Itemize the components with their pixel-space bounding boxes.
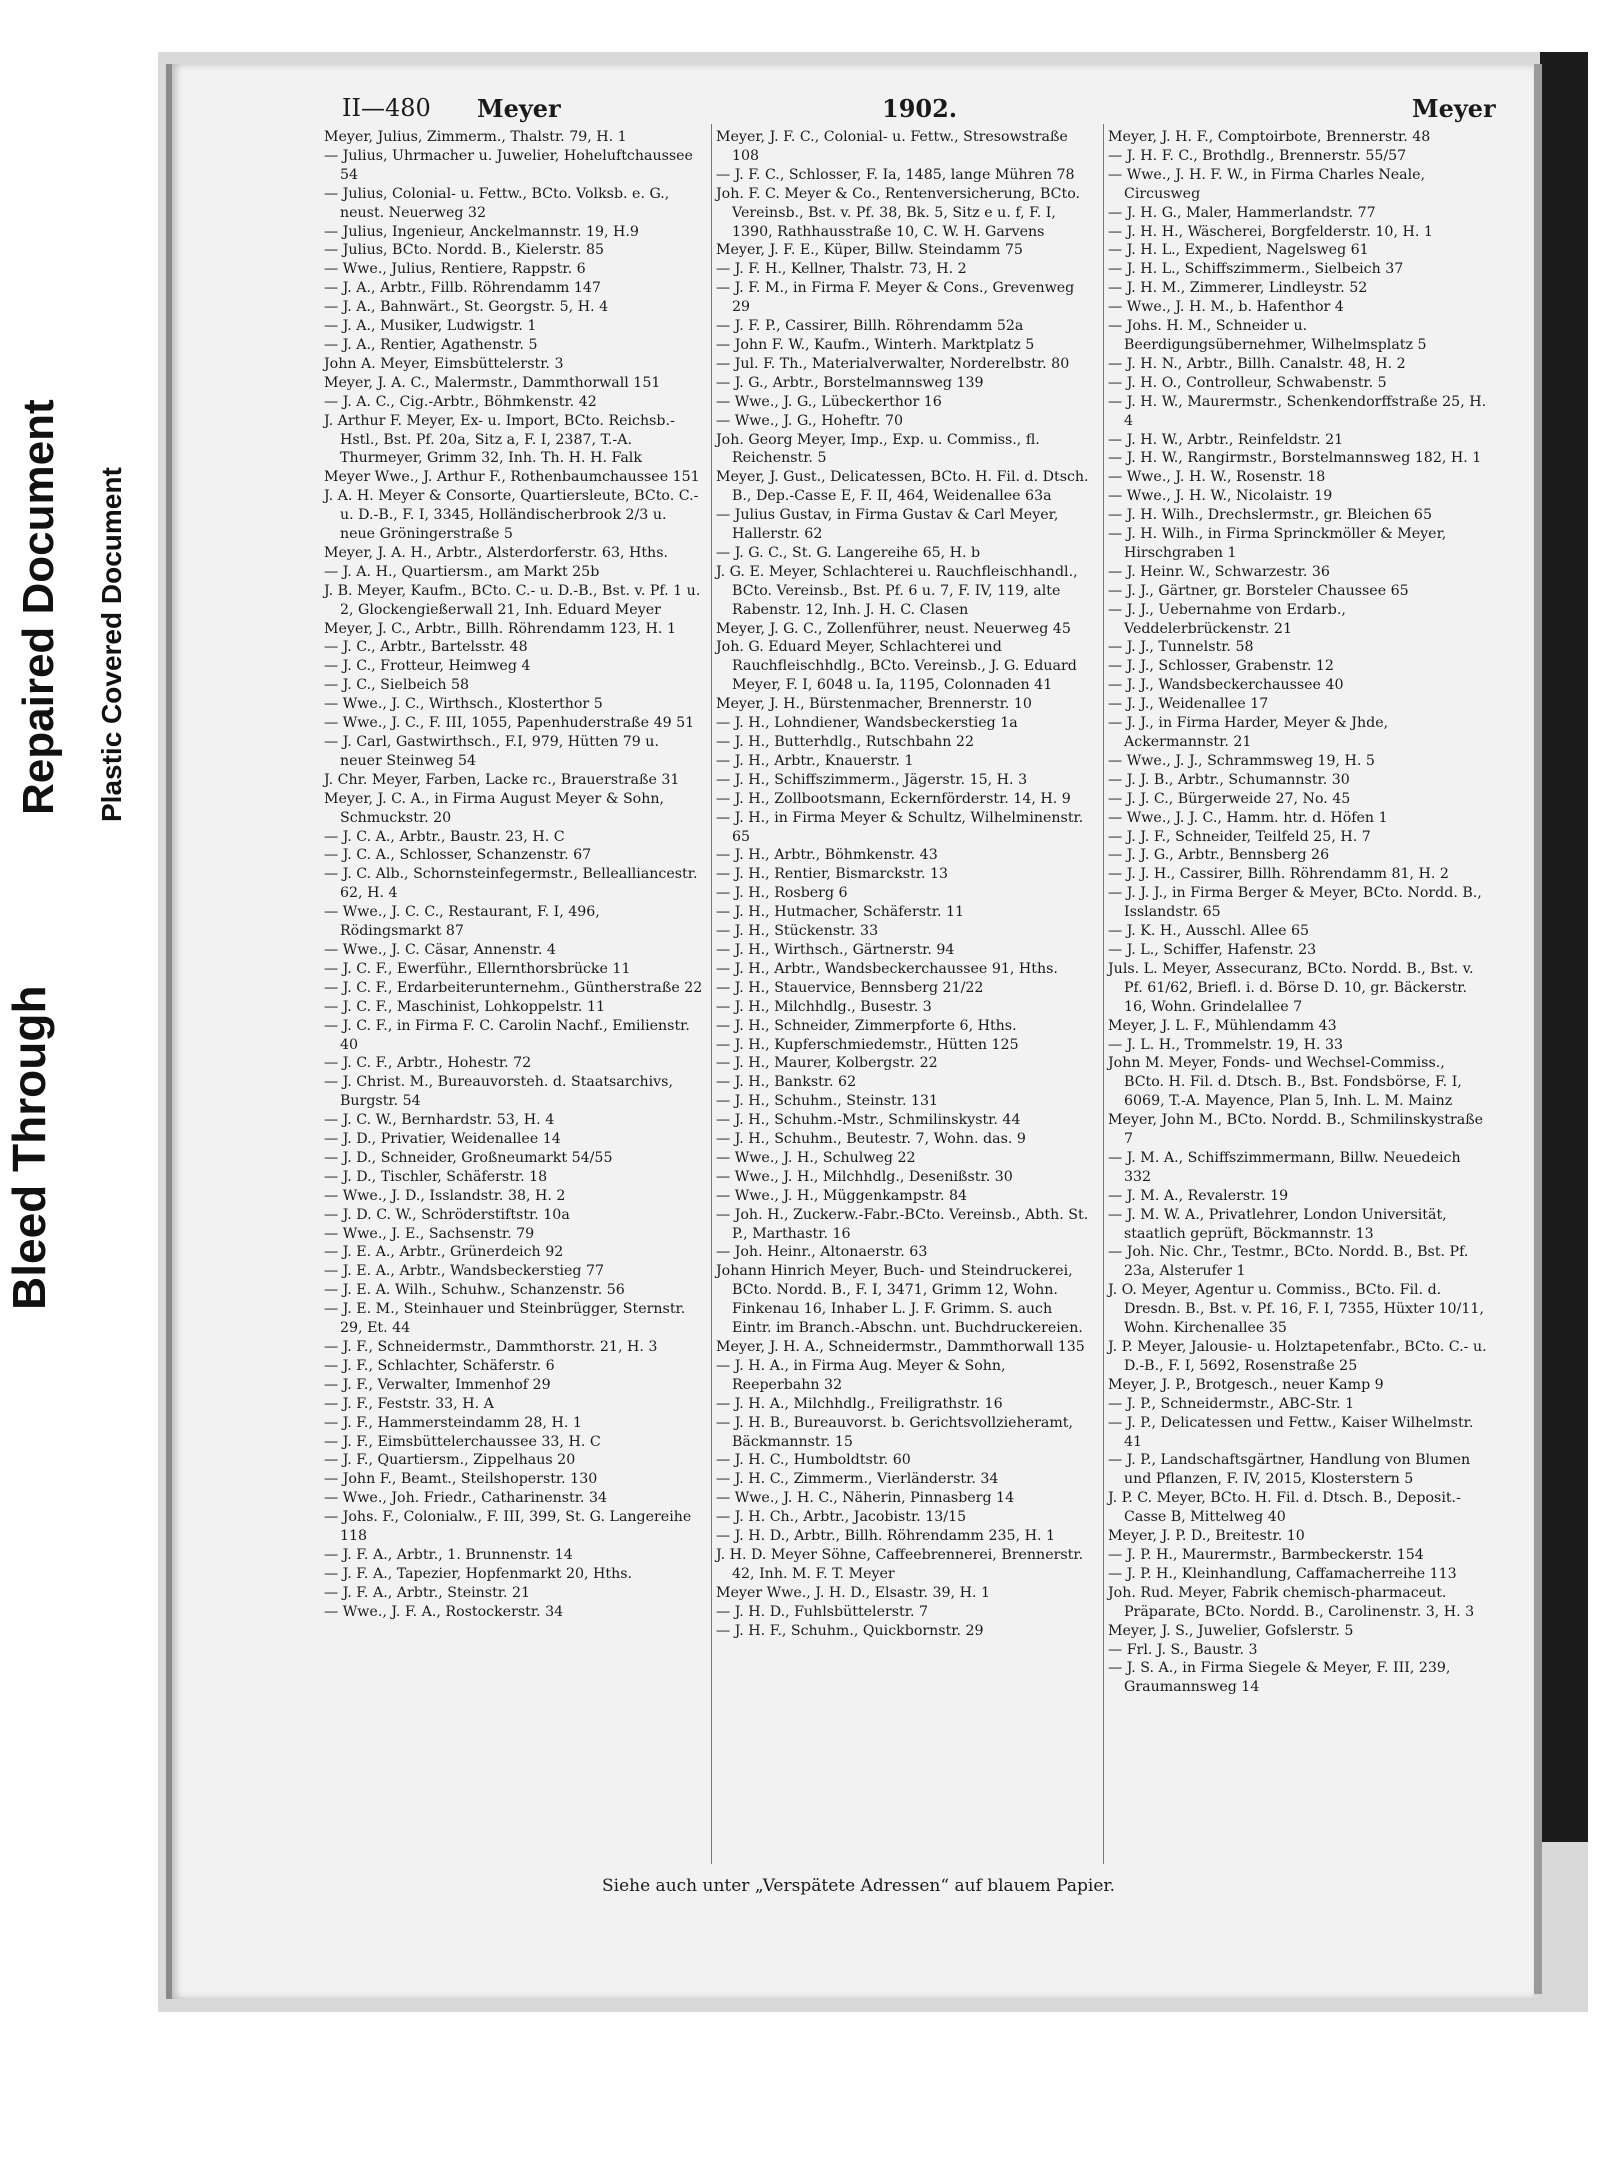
directory-entry: — J. D., Tischler, Schäferstr. 18 [324,1168,548,1185]
bleed-through-stamp: Bleed Through [3,985,55,1310]
directory-page [166,64,1534,1999]
directory-entry: — J. C., Frotteur, Heimweg 4 [324,658,531,675]
column-rule [1103,124,1104,1864]
directory-entry: — J. J. F., Schneider, Teilfeld 25, H. 7 [1108,828,1371,845]
directory-entry: Meyer, John M., BCto. Nordd. B., Schmilinskystraße 7 [1108,1112,1484,1148]
directory-entry: J. P. C. Meyer, BCto. H. Fil. d. Dtsch. B., Deposit.-Casse B, Mittelweg 40 [1108,1490,1461,1526]
directory-entry: — J. H. W., Maurermstr., Schenkendorffstraße 25, H. 4 [1108,393,1487,429]
directory-entry: — Wwe., J. H. F. W., in Firma Charles Neale, Circusweg [1108,166,1426,202]
directory-entry: — Wwe., J. H., Schulweg 22 [716,1149,916,1166]
directory-entry: — J. A., Arbtr., Fillb. Röhrendamm 147 [324,280,601,297]
directory-entry: — J. C., Arbtr., Bartelsstr. 48 [324,639,528,656]
directory-entry: — J. P. H., Maurermstr., Barmbeckerstr. 154 [1108,1546,1424,1563]
directory-entry: — J. H., Stückenstr. 33 [716,923,879,940]
repaired-document-stamp: Repaired Document [14,399,63,815]
directory-entry: — J. F., Schneidermstr., Dammthorstr. 21, H. 3 [324,1339,658,1355]
directory-entry: Meyer Wwe., J. Arthur F., Rothenbaumchaussee 151 [324,469,700,486]
directory-entry: — J. J., Tunnelstr. 58 [1108,639,1254,656]
directory-entry: — J. H. L., Schiffszimmerm., Sielbeich 37 [1108,261,1404,278]
directory-entry: — J. H. C., Zimmerm., Vierländerstr. 34 [716,1471,999,1488]
footer-note: Siehe auch unter „Verspätete Adressen“ auf blauem Papier. [602,1876,1116,1896]
directory-entry: — J. H., Schneider, Zimmerpforte 6, Hths. [716,1017,1017,1034]
directory-entry: — J. H. H., Wäscherei, Borgfelderstr. 10, H. 1 [1108,223,1433,240]
directory-entry: — J. P., Delicatessen und Fettw., Kaiser Wilhelmstr. 41 [1108,1414,1474,1450]
directory-entry: Meyer, Julius, Zimmerm., Thalstr. 79, H. 1 [324,129,627,145]
directory-entry: Meyer, J. A. C., Malermstr., Dammthorwall 151 [324,374,661,391]
directory-entry: — J. M. A., Schiffszimmermann, Billw. Neuedeich 332 [1108,1149,1461,1185]
directory-entry: — Julius Gustav, in Firma Gustav & Carl Meyer, Hallerstr. 62 [716,507,1059,543]
directory-entry: J. A. H. Meyer & Consorte, Quartiersleute, BCto. C.- u. D.-B., F. I, 3345, Holländischerbrook 2/3 u. neue Gröningerstraße 5 [324,488,699,543]
directory-column-3 [1108,128,1488,1697]
directory-entry: — J. H., Zollbootsmann, Eckernförderstr. 14, H. 9 [716,790,1071,807]
directory-entry: — J. H., in Firma Meyer & Schultz, Wilhelminenstr. 65 [716,809,1084,845]
directory-entry: — J. D., Privatier, Weidenallee 14 [324,1131,561,1148]
directory-entry: — Joh. Heinr., Altonaerstr. 63 [716,1244,928,1261]
directory-entry: — J. F. A., Arbtr., 1. Brunnenstr. 14 [324,1546,573,1563]
directory-entry: Meyer, J. Gust., Delicatessen, BCto. H. Fil. d. Dtsch. B., Dep.-Casse E, F. II, 464, Weidenallee 63a [716,469,1089,505]
directory-entry: — J. H. A., in Firma Aug. Meyer & Sohn, Reeperbahn 32 [716,1357,1006,1393]
directory-entry: — Wwe., J. E., Sachsenstr. 79 [324,1225,535,1242]
directory-entry: — J. P., Landschaftsgärtner, Handlung von Blumen und Pflanzen, F. IV, 2015, Klosterstern 5 [1108,1452,1471,1488]
directory-entry: — J. F., Hammersteindamm 28, H. 1 [324,1414,582,1431]
directory-entry: — J. H., Rosberg 6 [716,885,848,902]
directory-entry: — J. L. H., Trommelstr. 19, H. 33 [1108,1036,1344,1053]
directory-entry: — J. H., Kupferschmiedemstr., Hütten 125 [716,1036,1019,1053]
directory-entry: — J. F. A., Tapezier, Hopfenmarkt 20, Hths. [324,1565,633,1582]
directory-entry: — Wwe., J. J., Schrammsweg 19, H. 5 [1108,752,1375,769]
directory-entry: — J. J., in Firma Harder, Meyer & Jhde, Ackermannstr. 21 [1108,715,1389,750]
directory-entry: J. P. Meyer, Jalousie- u. Holztapetenfabr., BCto. C.- u. D.-B., F. I, 5692, Rosenstraße 25 [1108,1339,1487,1374]
directory-entry: — J. C. F., Ewerführ., Ellernthorsbrücke 11 [324,960,631,977]
directory-entry: — J. S. A., in Firma Siegele & Meyer, F. III, 239, Graumannsweg 14 [1108,1660,1451,1696]
directory-entry: — J. J., Schlosser, Grabenstr. 12 [1108,658,1334,675]
directory-entry: — J. C. W., Bernhardstr. 53, H. 4 [324,1112,555,1129]
header-year: 1902. [882,94,958,123]
directory-entry: Joh. Rud. Meyer, Fabrik chemisch-pharmaceut. Präparate, BCto. Nordd. B., Carolinenstr. 3, H. 3 [1108,1584,1475,1620]
directory-entry: — J. J., Weidenallee 17 [1108,696,1269,713]
directory-entry: — Wwe., J. G., Lübeckerthor 16 [716,393,942,410]
directory-entry: — Frl. J. S., Baustr. 3 [1108,1641,1258,1658]
directory-entry: — J. H. Wilh., in Firma Sprinckmöller & Meyer, Hirschgraben 1 [1108,526,1447,561]
directory-entry: — J. J. G., Arbtr., Bennsberg 26 [1108,847,1330,864]
directory-entry: — Wwe., J. H., Müggenkampstr. 84 [716,1187,968,1204]
directory-entry: — J. L., Schiffer, Hafenstr. 23 [1108,941,1317,958]
directory-entry: — J. H. G., Maler, Hammerlandstr. 77 [1108,204,1376,221]
directory-entry: — J. H., Rentier, Bismarckstr. 13 [716,866,949,883]
directory-entry: Meyer, J. L. F., Mühlendamm 43 [1108,1017,1337,1034]
directory-entry: — J. C., Sielbeich 58 [324,677,470,694]
directory-entry: — J. H., Schiffszimmerm., Jägerstr. 15, H. 3 [716,771,1028,788]
directory-entry: — J. G., Arbtr., Borstelmannsweg 139 [716,374,984,391]
directory-entry: — J. A. C., Cig.-Arbtr., Böhmkenstr. 42 [324,393,597,410]
directory-entry: J. H. D. Meyer Söhne, Caffeebrennerei, Brennerstr. 42, Inh. M. F. T. Meyer [716,1546,1084,1582]
directory-entry: — Wwe., Julius, Rentiere, Rappstr. 6 [324,261,586,278]
directory-entry: — J. F. C., Schlosser, F. Ia, 1485, lange Mühren 78 [716,166,1075,183]
directory-entry: J. G. E. Meyer, Schlachterei u. Rauchfleischhandl., BCto. Vereinsb., Bst. Pf. 6 u. 7, F. IV, 119, alte Rabenstr. 12, Inh. J. H. C. Clasen [716,563,1078,618]
directory-entry: — J. C. F., Arbtr., Hohestr. 72 [324,1055,532,1072]
directory-entry: — J. A., Bahnwärt., St. Georgstr. 5, H. 4 [324,299,609,316]
directory-entry: — J. F., Quartiersm., Zippelhaus 20 [324,1452,576,1469]
directory-entry: — Wwe., J. C. C., Restaurant, F. I, 496, Rödingsmarkt 87 [324,904,600,940]
directory-entry: — J. A., Rentier, Agathenstr. 5 [324,336,538,353]
directory-entry: — Wwe., J. H. W., Rosenstr. 18 [1108,469,1326,486]
directory-entry: Meyer, J. H., Bürstenmacher, Brennerstr. 10 [716,696,1032,713]
directory-entry: John M. Meyer, Fonds- und Wechsel-Commiss., BCto. H. Fil. d. Dtsch. B., Bst. Fondsbörse, F. I, 6069, T.-A. Mayence, Plan 5, Inh. L. M. Mainz [1108,1055,1462,1110]
directory-entry: Juls. L. Meyer, Assecuranz, BCto. Nordd. B., Bst. v. Pf. 61/62, Briefl. i. d. Börse D. 10, gr. Bäckerstr. 16, Wohn. Grindelallee 7 [1108,960,1474,1015]
directory-entry: — J. H., Hutmacher, Schäferstr. 11 [716,904,965,921]
directory-entry: — John F. W., Kaufm., Winterh. Marktplatz 5 [716,336,1035,353]
directory-entry: — J. E. A., Arbtr., Grünerdeich 92 [324,1244,564,1261]
directory-entry: — J. H., Schuhm., Steinstr. 131 [716,1093,939,1110]
directory-entry: — Wwe., J. C. Cäsar, Annenstr. 4 [324,941,556,958]
directory-entry: — J. H., Wirthsch., Gärtnerstr. 94 [716,941,955,958]
directory-entry: — J. H. F. C., Brothdlg., Brennerstr. 55/57 [1108,147,1407,164]
directory-entry: — J. H., Schuhm., Beutestr. 7, Wohn. das. 9 [716,1131,1026,1148]
directory-entry: — J. H. O., Controlleur, Schwabenstr. 5 [1108,374,1387,391]
directory-entry: — J. G. C., St. G. Langereihe 65, H. b [716,544,981,561]
directory-entry: — J. E. M., Steinhauer und Steinbrügger, Sternstr. 29, Et. 44 [324,1301,686,1337]
directory-entry: Meyer, J. C., Arbtr., Billh. Röhrendamm 123, H. 1 [324,620,676,637]
directory-entry: — Wwe., J. D., Isslandstr. 38, H. 2 [324,1187,566,1204]
header-right-name: Meyer [1412,94,1496,123]
directory-entry: John A. Meyer, Eimsbüttelerstr. 3 [324,355,564,372]
directory-entry: — J. H., Butterhdlg., Rutschbahn 22 [716,734,974,750]
directory-entry: — J. J., Gärtner, gr. Borsteler Chaussee 65 [1108,582,1409,599]
directory-entry: Meyer, J. H. F., Comptoirbote, Brennerstr. 48 [1108,129,1431,145]
directory-entry: — J. H. M., Zimmerer, Lindleystr. 52 [1108,280,1368,297]
directory-entry: — J. A., Musiker, Ludwigstr. 1 [324,318,537,335]
directory-entry: — J. H. W., Arbtr., Reinfeldstr. 21 [1108,431,1344,448]
directory-entry: — Johs. F., Colonialw., F. III, 399, St. G. Langereihe 118 [324,1509,692,1545]
directory-entry: — Jul. F. Th., Materialverwalter, Norderelbstr. 80 [716,355,1070,372]
directory-entry: — Wwe., J. H., Milchhdlg., Desenißstr. 30 [716,1168,1013,1185]
directory-entry: — J. H., Arbtr., Böhmkenstr. 43 [716,847,938,864]
directory-entry: — Johs. H. M., Schneider u. Beerdigungsübernehmer, Wilhelmsplatz 5 [1108,318,1427,353]
directory-entry: — J. P. H., Kleinhandlung, Caffamacherreihe 113 [1108,1565,1457,1582]
directory-entry: — J. M. A., Revalerstr. 19 [1108,1187,1289,1204]
directory-entry: — J. H., Maurer, Kolbergstr. 22 [716,1055,938,1072]
directory-entry: — J. P., Schneidermstr., ABC-Str. 1 [1108,1395,1355,1412]
directory-entry: J. B. Meyer, Kaufm., BCto. C.- u. D.-B., Bst. v. Pf. 1 u. 2, Glockengießerwall 21, Inh. Eduard Meyer [324,582,701,618]
directory-entry: — J. H. L., Expedient, Nagelsweg 61 [1108,242,1369,259]
directory-entry: — J. F., Schlachter, Schäferstr. 6 [324,1357,555,1374]
scan-right-edge-dark [1540,52,1588,1842]
directory-entry: — J. D., Schneider, Großneumarkt 54/55 [324,1149,613,1166]
directory-entry: Meyer, J. P. D., Breitestr. 10 [1108,1528,1305,1545]
directory-entry: — J. J. H., Cassirer, Billh. Röhrendamm 81, H. 2 [1108,866,1449,883]
directory-entry: — J. Carl, Gastwirthsch., F.I, 979, Hütten 79 u. neuer Steinweg 54 [324,734,659,769]
directory-entry: — John F., Beamt., Steilshoperstr. 130 [324,1471,598,1488]
directory-entry: — J. H. W., Rangirmstr., Borstelmannsweg 182, H. 1 [1108,450,1482,467]
directory-entry: — J. H. A., Milchhdlg., Freiligrathstr. 16 [716,1395,1003,1412]
directory-column-1 [324,128,704,1622]
directory-entry: — Wwe., J. J. C., Hamm. htr. d. Höfen 1 [1108,809,1388,826]
directory-entry: — J. H., Arbtr., Knauerstr. 1 [716,752,914,769]
directory-entry: — J. H., Bankstr. 62 [716,1074,857,1091]
directory-entry: — J. C. F., Erdarbeiterunternehm., Güntherstraße 22 [324,979,703,996]
directory-entry: Meyer, J. C. A., in Firma August Meyer & Sohn, Schmuckstr. 20 [324,790,664,826]
directory-entry: Meyer Wwe., J. H. D., Elsastr. 39, H. 1 [716,1584,991,1601]
directory-entry: — Wwe., J. C., Wirthsch., Klosterthor 5 [324,696,603,713]
directory-entry: — J. F. A., Arbtr., Steinstr. 21 [324,1584,531,1601]
directory-entry: — Julius, Uhrmacher u. Juwelier, Hoheluftchaussee 54 [324,147,693,183]
directory-entry: — J. D. C. W., Schröderstiftstr. 10a [324,1206,570,1223]
directory-entry: — J. F., Verwalter, Immenhof 29 [324,1376,551,1393]
directory-entry: Meyer, J. P., Brotgesch., neuer Kamp 9 [1108,1376,1384,1393]
header-left-name: Meyer [477,94,561,123]
directory-entry: Joh. Georg Meyer, Imp., Exp. u. Commiss., fl. Reichenstr. 5 [716,431,1040,467]
directory-entry: — Wwe., J. F. A., Rostockerstr. 34 [324,1603,564,1620]
directory-entry: — J. F. P., Cassirer, Billh. Röhrendamm 52a [716,318,1024,335]
directory-entry: — J. H. F., Schuhm., Quickbornstr. 29 [716,1622,984,1639]
directory-entry: Meyer, J. F. C., Colonial- u. Fettw., Stresowstraße 108 [716,129,1068,164]
directory-entry: — J. J., Uebernahme von Erdarb., Veddelerbrückenstr. 21 [1108,601,1346,637]
directory-entry: — J. H., Schuhm.-Mstr., Schmilinskystr. 44 [716,1112,1021,1129]
directory-entry: Meyer, J. G. C., Zollenführer, neust. Neuerweg 45 [716,620,1071,637]
directory-entry: Meyer, J. A. H., Arbtr., Alsterdorferstr. 63, Hths. [324,544,668,561]
directory-entry: — J. F. M., in Firma F. Meyer & Cons., Grevenweg 29 [716,280,1075,316]
plastic-covered-stamp: Plastic Covered Document [96,467,127,822]
directory-entry: — J. M. W. A., Privatlehrer, London Universität, staatlich geprüft, Böckmannstr. 13 [1108,1206,1447,1242]
directory-entry: — J. H., Arbtr., Wandsbeckerchaussee 91, Hths. [716,960,1058,977]
directory-entry: Joh. F. C. Meyer & Co., Rentenversicherung, BCto. Vereinsb., Bst. v. Pf. 38, Bk. 5, Sitz e u. f, F. I, 1390, Rathhausstraße 10, C. W. H. Garvens [716,185,1080,240]
directory-entry: — J. K. H., Ausschl. Allee 65 [1108,923,1310,940]
directory-entry: Meyer, J. H. A., Schneidermstr., Dammthorwall 135 [716,1339,1085,1355]
directory-entry: — J. H. D., Arbtr., Billh. Röhrendamm 235, H. 1 [716,1528,1056,1545]
directory-entry: Johann Hinrich Meyer, Buch- und Steindruckerei, BCto. Nordd. B., F. I, 3471, Grimm 12, Wohn. Finkenau 16, Inhaber L. J. F. Grimm. S. auch Eintr. im Branch.-Abschn. unt. Buchdruckereien. [716,1263,1083,1337]
directory-entry: — J. H. Ch., Arbtr., Jacobistr. 13/15 [716,1509,967,1526]
directory-entry: — J. H., Milchhdlg., Busestr. 3 [716,998,932,1015]
directory-entry: — J. F. H., Kellner, Thalstr. 73, H. 2 [716,261,967,278]
directory-entry: — J. C. F., Maschinist, Lohkoppelstr. 11 [324,998,606,1015]
directory-entry: — Julius, BCto. Nordd. B., Kielerstr. 85 [324,242,604,259]
directory-entry: — J. Heinr. W., Schwarzestr. 36 [1108,563,1330,580]
directory-column-2 [716,128,1096,1641]
directory-entry: — J. H., Stauervice, Bennsberg 21/22 [716,979,984,996]
directory-entry: Joh. G. Eduard Meyer, Schlachterei und Rauchfleischhdlg., BCto. Vereinsb., J. G. Eduard Meyer, F. I, 6048 u. Ia, 1195, Colonnaden 41 [716,639,1077,694]
directory-entry: — Joh. H., Zuckerw.-Fabr.-BCto. Vereinsb., Abth. St. P., Marthastr. 16 [716,1206,1089,1242]
directory-entry: — J. E. A. Wilh., Schuhw., Schanzenstr. 56 [324,1282,625,1299]
directory-entry: J. Chr. Meyer, Farben, Lacke rc., Brauerstraße 31 [324,771,680,788]
directory-entry: — J. J. C., Bürgerweide 27, No. 45 [1108,790,1351,807]
directory-entry: — J. J. B., Arbtr., Schumannstr. 30 [1108,771,1350,788]
directory-entry: — J. A. H., Quartiersm., am Markt 25b [324,563,600,580]
directory-entry: J. O. Meyer, Agentur u. Commiss., BCto. Fil. d. Dresdn. B., Bst. v. Pf. 16, F. I, 7355, Hüxter 10/11, Wohn. Kirchenallee 35 [1108,1282,1484,1337]
directory-entry: — J. F., Feststr. 33, H. A [324,1395,494,1412]
directory-entry: — J. C. A., Arbtr., Baustr. 23, H. C [324,828,565,845]
directory-entry: — J. C. A., Schlosser, Schanzenstr. 67 [324,847,592,864]
directory-entry: — J. H. Wilh., Drechslermstr., gr. Bleichen 65 [1108,507,1432,524]
directory-entry: — Joh. Nic. Chr., Testmr., BCto. Nordd. B., Bst. Pf. 23a, Alsterufer 1 [1108,1244,1469,1280]
directory-entry: — Julius, Colonial- u. Fettw., BCto. Volksb. e. G., neust. Neuerweg 32 [324,185,670,221]
directory-entry: — J. H. N., Arbtr., Billh. Canalstr. 48, H. 2 [1108,355,1406,372]
directory-entry: — J. H. D., Fuhlsbüttelerstr. 7 [716,1603,929,1620]
directory-entry: — Wwe., J. H. M., b. Hafenthor 4 [1108,299,1344,316]
directory-entry: — J. C. Alb., Schornsteinfegermstr., Bellealliancestr. 62, H. 4 [324,866,698,902]
directory-entry: — Wwe., Joh. Friedr., Catharinenstr. 34 [324,1490,608,1507]
directory-entry: — J. F., Eimsbüttelerchaussee 33, H. C [324,1433,601,1450]
directory-entry: J. Arthur F. Meyer, Ex- u. Import, BCto. Reichsb.-Hstl., Bst. Pf. 20a, Sitz a, F. I, 2387, T.-A. Thurmeyer, Grimm 32, Inh. Th. H. H. Falk [324,412,675,467]
directory-entry: — Julius, Ingenieur, Anckelmannstr. 19, H.9 [324,223,639,240]
column-rule [711,124,712,1864]
directory-entry: — Wwe., J. C., F. III, 1055, Papenhuderstraße 49 51 [324,715,695,732]
directory-entry: — J. J., Wandsbeckerchaussee 40 [1108,677,1344,694]
directory-entry: — Wwe., J. H. W., Nicolaistr. 19 [1108,488,1333,505]
directory-entry: — Wwe., J. H. C., Näherin, Pinnasberg 14 [716,1490,1015,1507]
directory-entry: — J. H. B., Bureauvorst. b. Gerichtsvollzieheramt, Bäckmannstr. 15 [716,1414,1074,1450]
page-number: II—480 [342,94,431,122]
directory-entry: — J. H., Lohndiener, Wandsbeckerstieg 1a [716,715,1018,732]
directory-entry: — J. H. C., Humboldtstr. 60 [716,1452,911,1469]
directory-entry: Meyer, J. F. E., Küper, Billw. Steindamm 75 [716,242,1023,259]
directory-entry: — J. J. J., in Firma Berger & Meyer, BCto. Nordd. B., Isslandstr. 65 [1108,885,1482,921]
directory-entry: — J. E. A., Arbtr., Wandsbeckerstieg 77 [324,1263,605,1280]
directory-entry: Meyer, J. S., Juwelier, Gofslerstr. 5 [1108,1622,1354,1639]
directory-entry: — J. Christ. M., Bureauvorsteh. d. Staatsarchivs, Burgstr. 54 [324,1074,673,1110]
directory-entry: — J. C. F., in Firma F. C. Carolin Nachf., Emilienstr. 40 [324,1017,690,1053]
directory-entry: — Wwe., J. G., Hoheftr. 70 [716,412,904,429]
